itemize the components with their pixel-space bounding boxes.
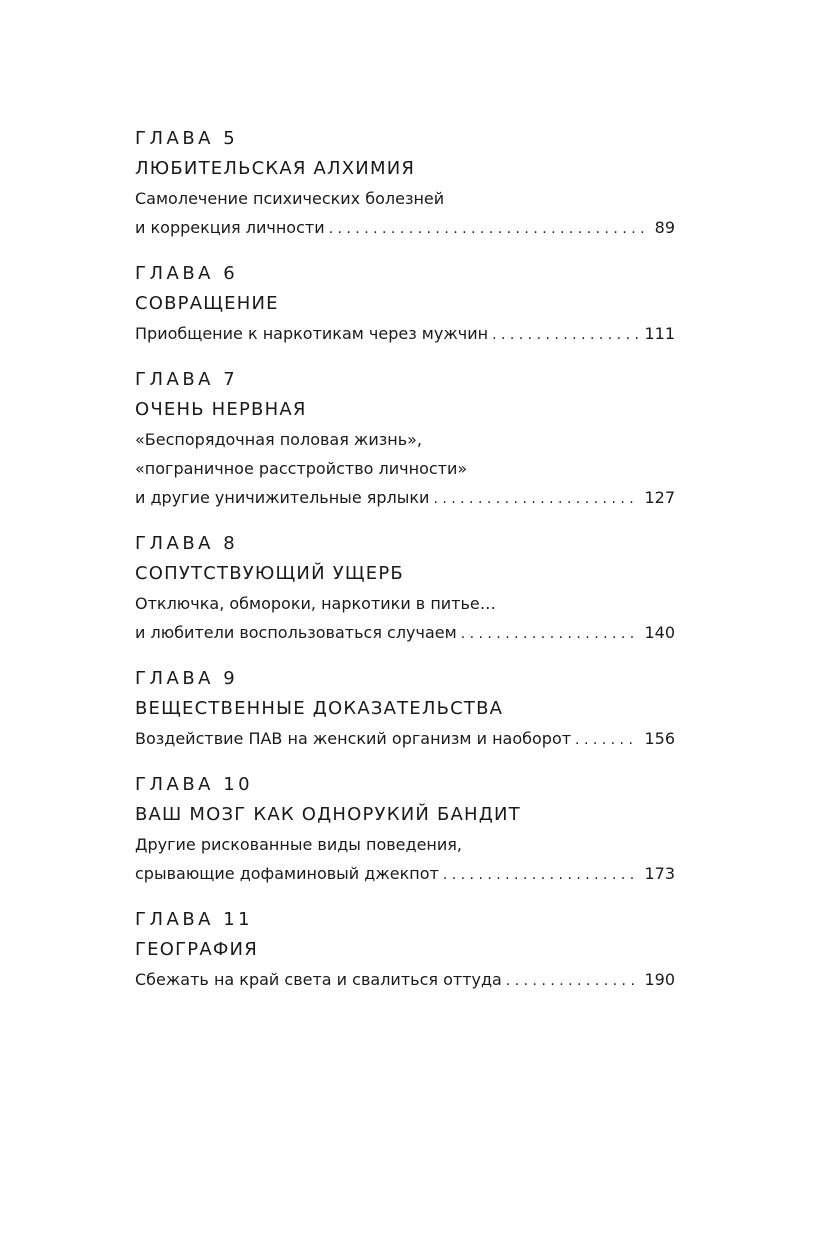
chapter-label: ГЛАВА 6 (135, 263, 239, 284)
chapter-title: ОЧЕНЬ НЕРВНАЯ (135, 399, 307, 420)
page-number: 127 (644, 488, 675, 507)
chapter-subtitle-line: и любители воспользоваться случаем (135, 623, 457, 642)
chapter-label: ГЛАВА 11 (135, 909, 254, 930)
toc-entry[interactable] (135, 483, 675, 514)
chapter-subtitle-line: «Беспорядочная половая жизнь», (135, 430, 423, 449)
toc-chapter-6 (135, 259, 675, 350)
chapter-title: СОВРАЩЕНИЕ (135, 293, 279, 314)
chapter-subtitle-line: Отключка, обмороки, наркотики в питье… (135, 594, 496, 613)
chapter-label: ГЛАВА 5 (135, 128, 239, 149)
chapter-label: ГЛАВА 9 (135, 668, 239, 689)
dot-leader (329, 215, 649, 244)
chapter-subtitle-line: и другие уничижительные ярлыки (135, 488, 430, 507)
chapter-subtitle-line: Сбежать на край света и свалиться оттуда (135, 970, 502, 989)
dot-leader (575, 726, 638, 755)
page-number: 111 (644, 324, 675, 343)
toc-chapter-8 (135, 529, 675, 649)
chapter-title: ВАШ МОЗГ КАК ОДНОРУКИЙ БАНДИТ (135, 804, 521, 825)
chapter-label: ГЛАВА 8 (135, 533, 239, 554)
chapter-title: ВЕЩЕСТВЕННЫЕ ДОКАЗАТЕЛЬСТВА (135, 698, 504, 719)
dot-leader (461, 620, 639, 649)
chapter-subtitle-line: Приобщение к наркотикам через мужчин (135, 324, 489, 343)
toc-entry[interactable] (135, 965, 675, 996)
chapter-title: ГЕОГРАФИЯ (135, 939, 258, 960)
chapter-title: ЛЮБИТЕЛЬСКАЯ АЛХИМИЯ (135, 158, 416, 179)
chapter-subtitle-line: «пограничное расстройство личности» (135, 459, 468, 478)
toc-chapter-11 (135, 905, 675, 996)
page-number: 140 (644, 623, 675, 642)
chapter-subtitle-line: Воздействие ПАВ на женский организм и наоборот (135, 729, 572, 748)
toc-chapter-5 (135, 124, 675, 244)
toc-entry[interactable] (135, 319, 675, 350)
page-number: 89 (654, 218, 675, 237)
toc-chapter-9 (135, 664, 675, 755)
toc-entry[interactable] (135, 724, 675, 755)
toc-entry[interactable] (135, 859, 675, 890)
dot-leader (492, 321, 638, 350)
chapter-label: ГЛАВА 10 (135, 774, 254, 795)
page-number: 156 (644, 729, 675, 748)
table-of-contents (135, 124, 675, 1011)
dot-leader (506, 967, 639, 996)
page-number: 190 (644, 970, 675, 989)
chapter-subtitle-line: Другие рискованные виды поведения, (135, 835, 462, 854)
page-number: 173 (644, 864, 675, 883)
dot-leader (433, 485, 638, 514)
chapter-subtitle-line: срывающие дофаминовый джекпот (135, 864, 439, 883)
chapter-subtitle-line: и коррекция личности (135, 218, 325, 237)
chapter-title: СОПУТСТВУЮЩИЙ УЩЕРБ (135, 563, 404, 584)
chapter-label: ГЛАВА 7 (135, 369, 239, 390)
chapter-subtitle-line: Самолечение психических болезней (135, 189, 445, 208)
toc-chapter-10 (135, 770, 675, 890)
toc-chapter-7 (135, 365, 675, 514)
toc-entry[interactable] (135, 618, 675, 649)
toc-entry[interactable] (135, 213, 675, 244)
dot-leader (443, 861, 639, 890)
